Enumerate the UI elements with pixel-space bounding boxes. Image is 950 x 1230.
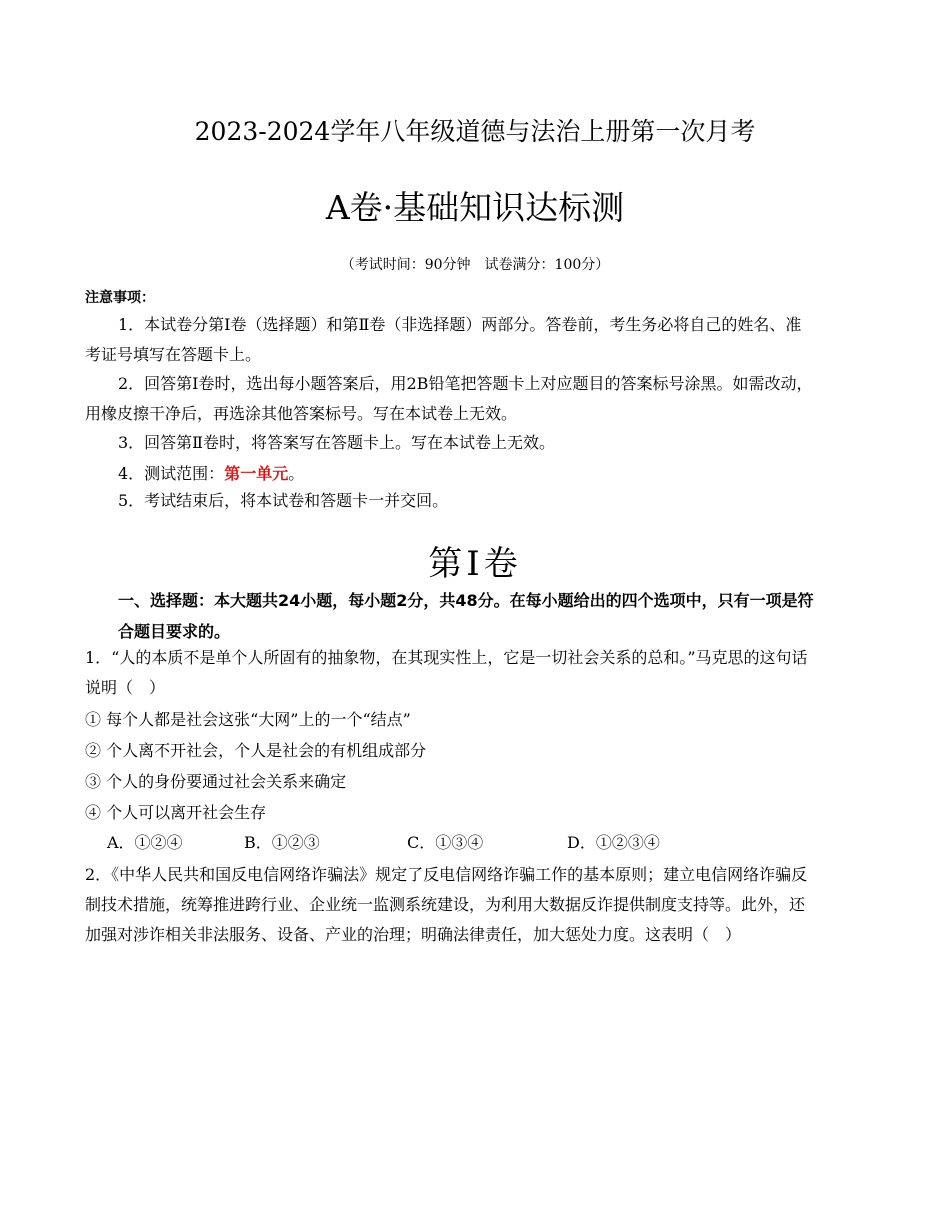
exam-subtitle: A卷·基础知识达标测 — [325, 188, 625, 227]
question-1-statement-4: ④ 个人可以离开社会生存 — [85, 803, 267, 822]
notice-item-5: 5．考试结束后，将本试卷和答题卡一并交回。 — [118, 491, 449, 510]
section-instruction: 一、选择题：本大题共24小题，每小题2分，共48分。在每小题给出的四个选项中，只有一项是符合题目要求的。 — [118, 591, 814, 641]
notice-item-2: 2．回答第Ⅰ卷时，选出每小题答案后，用2B铅笔把答题卡上对应题目的答案标号涂黑。如需改动，用橡皮擦干净后，再选涂其他答案标号。写在本试卷上无效。 — [85, 374, 813, 423]
question-2-stem: 2．《中华人民共和国反电信网络诈骗法》规定了反电信网络诈骗工作的基本原则；建立电信网络诈骗反制技术措施，统筹推进跨行业、企业统一监测系统建设，为利用大数据反诈提供制度支持等。此外，还加强对涉诈相关非法服务、设备、产业的治理；明确法律责任，加大惩处力度。这表明（ ） — [85, 865, 808, 944]
notice-item-3: 3．回答第Ⅱ卷时，将答案写在答题卡上。写在本试卷上无效。 — [118, 433, 556, 452]
exam-title: 2023-2024学年八年级道德与法治上册第一次月考 — [194, 117, 756, 146]
notice-item-4-prefix: 4．测试范围： — [118, 464, 225, 483]
question-1-stem: 1．“人的本质不是单个人所固有的抽象物，在其现实性上，它是一切社会关系的总和。”马克思的这句话说明（ ） — [85, 648, 808, 697]
notice-item-4 — [85, 459, 813, 489]
notice-item-4-suffix: 。 — [288, 464, 305, 483]
question-1-statement-2: ② 个人离不开社会，个人是社会的有机组成部分 — [85, 741, 427, 760]
notice-heading: 注意事项： — [85, 290, 155, 306]
option-d[interactable]: D．①②③④ — [567, 833, 660, 852]
notice-item-1: 1．本试卷分第Ⅰ卷（选择题）和第Ⅱ卷（非选择题）两部分。答卷前，考生务必将自己的姓名、准考证号填写在答题卡上。 — [85, 315, 802, 364]
option-b[interactable]: B．①②③ — [244, 833, 320, 852]
option-c[interactable]: C．①③④ — [407, 833, 484, 852]
option-a[interactable]: A．①②④ — [107, 833, 183, 852]
exam-info: （考试时间：90分钟 试卷满分：100分） — [340, 257, 610, 273]
question-1-statement-1: ① 每个人都是社会这张“大网”上的一个“结点” — [85, 710, 411, 729]
test-scope-highlight: 第一单元 — [224, 464, 289, 483]
section-title: 第Ⅰ卷 — [428, 544, 522, 584]
question-1-statement-3: ③ 个人的身份要通过社会关系来确定 — [85, 772, 347, 791]
